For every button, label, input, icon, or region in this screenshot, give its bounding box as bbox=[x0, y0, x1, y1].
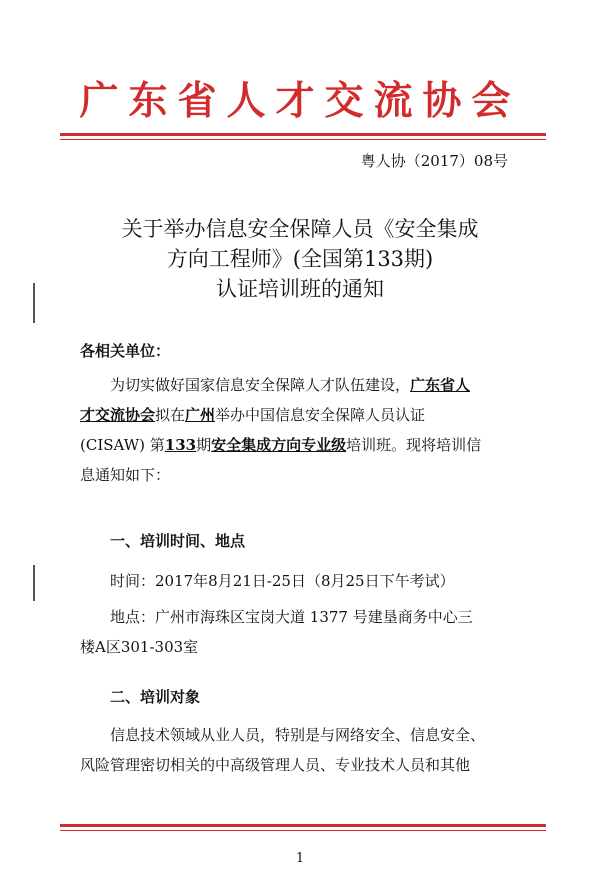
document-number: 粤人协（2017）08号 bbox=[360, 152, 508, 170]
section-2-body bbox=[80, 720, 520, 780]
title-line-1: 关于举办信息安全保障人员《安全集成 bbox=[121, 217, 479, 241]
city-highlight: 广州 bbox=[185, 406, 216, 424]
intro-line-2: 才交流协会拟在广州举办中国信息安全保障人员认证 bbox=[80, 406, 426, 424]
section-1-body bbox=[80, 566, 520, 662]
header-divider-thin bbox=[60, 139, 546, 140]
title-line-3: 认证培训班的通知 bbox=[216, 277, 384, 301]
salutation: 各相关单位： bbox=[80, 342, 171, 360]
title-line-2: 方向工程师》(全国第133期) bbox=[166, 247, 434, 271]
intro-line-1: 为切实做好国家信息安全保障人才队伍建设，广东省人 bbox=[110, 376, 471, 394]
intro-paragraph bbox=[80, 370, 520, 490]
session-number: 133 bbox=[164, 436, 197, 454]
audience-line-2: 风险管理密切相关的中高级管理人员、专业技术人员和其他 bbox=[80, 756, 471, 774]
footer-divider-thick bbox=[60, 824, 546, 827]
header-divider-thick bbox=[60, 133, 546, 136]
intro-line-4: 息通知如下： bbox=[80, 466, 171, 484]
org-name-highlight: 广东省人 bbox=[410, 376, 471, 394]
course-level-highlight: 安全集成方向专业级 bbox=[211, 436, 347, 454]
audience-line-1: 信息技术领域从业人员，特别是与网络安全、信息安全、 bbox=[110, 726, 486, 744]
section-2-heading: 二、培训对象 bbox=[110, 688, 201, 706]
binding-mark-top bbox=[33, 283, 35, 323]
binding-mark-bottom bbox=[33, 565, 35, 601]
page-number: 1 bbox=[295, 851, 305, 866]
section-1-heading: 一、培训时间、地点 bbox=[110, 532, 246, 550]
training-place-line-1: 地点：广州市海珠区宝岗大道 1377 号建垦商务中心三 bbox=[110, 608, 473, 626]
training-place-line-2: 楼A区301-303室 bbox=[80, 638, 199, 656]
training-time: 时间：2017年8月21日-25日（8月25日下午考试） bbox=[110, 572, 455, 590]
footer-divider-thin bbox=[60, 830, 546, 831]
intro-line-3: (CISAW) 第133期安全集成方向专业级培训班。现将培训信 bbox=[80, 436, 482, 454]
document-title bbox=[0, 214, 600, 304]
organization-header: 广东省人才交流协会 bbox=[79, 78, 521, 124]
